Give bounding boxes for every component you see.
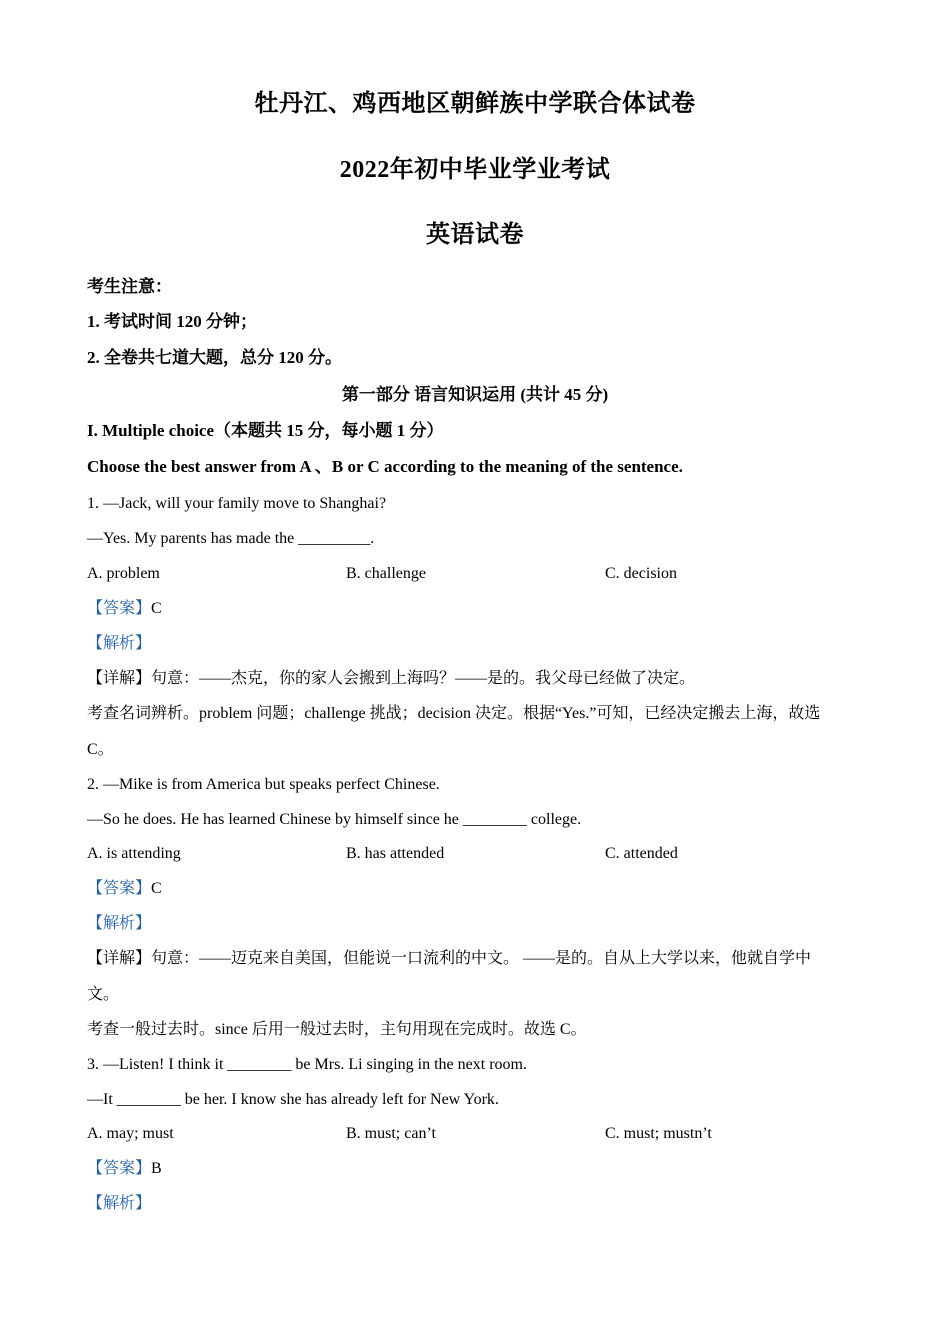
exam-title: 牡丹江、鸡西地区朝鲜族中学联合体试卷	[254, 91, 696, 117]
question-2-option-c: C. attended	[605, 845, 678, 862]
question-3-line-2: —It ________ be her. I know she has already left for New York.	[87, 1091, 499, 1108]
notice-item-score: 2. 全卷共七道大题，总分 120 分。	[87, 348, 342, 367]
part-heading: 第一部分 语言知识运用 (共计 45 分)	[341, 385, 609, 404]
detail-text: 句意：——迈克来自美国，但能说一口流利的中文。 ——是的。自从上大学以来，他就自学中	[151, 950, 812, 967]
question-1-answer	[87, 598, 867, 620]
detail-text: 句意：——杰克，你的家人会搬到上海吗？——是的。我父母已经做了决定。	[151, 670, 696, 687]
question-2-option-b: B. has attended	[346, 845, 445, 862]
question-2-detail-line-2: 文。	[87, 986, 120, 1003]
question-1-explain-line-2: C。	[87, 741, 114, 758]
question-3-analysis	[87, 1193, 867, 1215]
question-2-answer	[87, 878, 867, 900]
question-1-option-a: A. problem	[87, 565, 160, 582]
notice-heading: 考生注意：	[87, 277, 172, 296]
question-3-line-1: 3. —Listen! I think it ________ be Mrs. Li singing in the next room.	[87, 1056, 527, 1073]
question-3-option-c: C. must; mustn’t	[605, 1125, 712, 1142]
detail-tag: 【详解】	[87, 950, 152, 967]
question-2-detail	[87, 948, 867, 970]
answer-value: C	[151, 880, 162, 897]
exam-subtitle: 2022年初中毕业学业考试	[339, 157, 611, 183]
question-1-explain-line-1: 考查名词辨析。problem 问题；challenge 挑战；decision 决定。根据“Yes.”可知，已经决定搬去上海，故选	[87, 705, 821, 722]
subject-title: 英语试卷	[426, 222, 524, 248]
section-title: I. Multiple choice（本题共 15 分，每小题 1 分）	[87, 421, 444, 440]
answer-tag: 【答案】	[87, 880, 152, 897]
analysis-tag: 【解析】	[87, 635, 152, 652]
answer-tag: 【答案】	[87, 1160, 152, 1177]
question-2-line-1: 2. —Mike is from America but speaks perfect Chinese.	[87, 776, 440, 793]
question-2-option-a: A. is attending	[87, 845, 181, 862]
detail-tag: 【详解】	[87, 670, 152, 687]
question-3-option-a: A. may; must	[87, 1125, 174, 1142]
question-3-answer	[87, 1158, 867, 1180]
answer-value: C	[151, 600, 162, 617]
question-1-option-c: C. decision	[605, 565, 677, 582]
answer-value: B	[151, 1160, 162, 1177]
question-1-option-b: B. challenge	[346, 565, 426, 582]
question-1-line-2: —Yes. My parents has made the _________.	[87, 530, 375, 547]
question-3-option-b: B. must; can’t	[346, 1125, 436, 1142]
analysis-tag: 【解析】	[87, 1195, 152, 1212]
analysis-tag: 【解析】	[87, 915, 152, 932]
answer-tag: 【答案】	[87, 600, 152, 617]
question-2-analysis	[87, 913, 867, 935]
question-1-line-1: 1. —Jack, will your family move to Shanghai?	[87, 495, 387, 512]
notice-item-time: 1. 考试时间 120 分钟；	[87, 312, 257, 331]
question-1-analysis	[87, 633, 867, 655]
question-2-explain: 考查一般过去时。since 后用一般过去时，主句用现在完成时。故选 C。	[87, 1021, 587, 1038]
question-2-line-2: —So he does. He has learned Chinese by himself since he ________ college.	[87, 811, 582, 828]
section-instruction: Choose the best answer from A 、B or C according to the meaning of the sentence.	[87, 457, 683, 476]
question-1-detail	[87, 668, 867, 690]
